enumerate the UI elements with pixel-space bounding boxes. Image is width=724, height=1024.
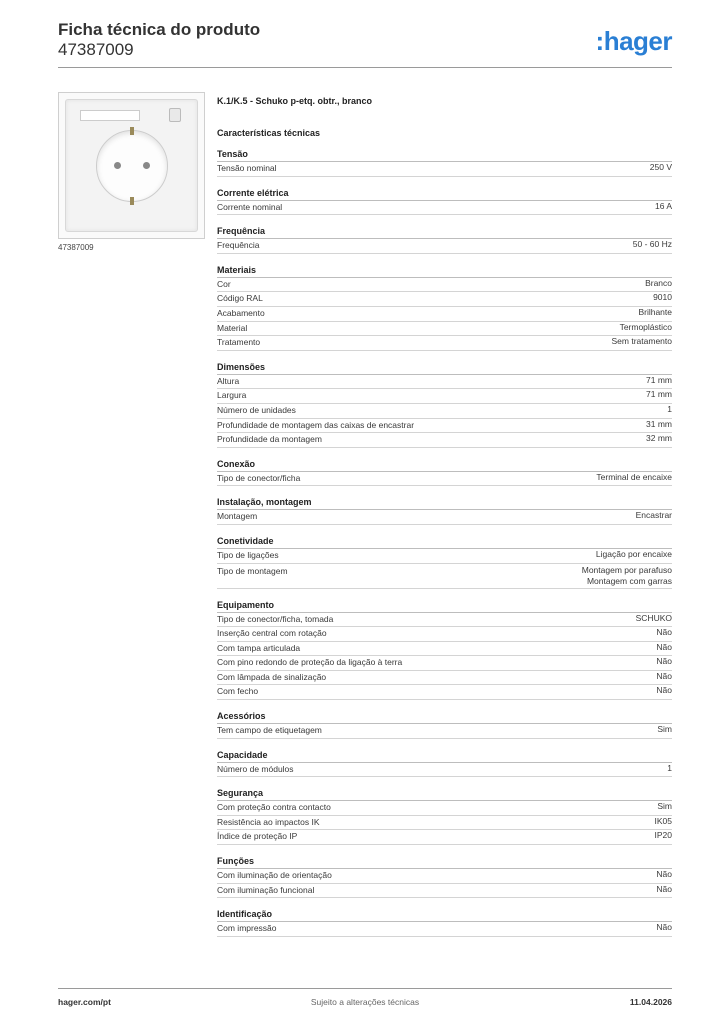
spec-group xyxy=(217,361,672,448)
spec-label: Com impressão xyxy=(217,923,277,934)
spec-label: Material xyxy=(217,322,248,333)
spec-label: Com fecho xyxy=(217,686,259,697)
product-number: 47387009 xyxy=(58,40,134,59)
spec-value xyxy=(646,419,672,433)
spec-value-line: 250 V xyxy=(649,162,672,172)
spec-value xyxy=(657,801,672,815)
spec-value-line: Terminal de encaixe xyxy=(596,471,672,482)
spec-value xyxy=(667,763,672,777)
spec-group xyxy=(217,908,672,937)
spec-value xyxy=(655,201,672,215)
spec-value-line: Encastrar xyxy=(635,510,672,521)
spec-group xyxy=(217,225,672,254)
spec-label: Tensão nominal xyxy=(217,163,277,173)
spec-label: Montagem xyxy=(217,511,258,522)
spec-value-line: Não xyxy=(656,641,672,652)
earth-clip-bottom xyxy=(130,197,134,205)
spec-group-title: Instalação, montagem xyxy=(217,496,672,510)
spec-group-title: Materiais xyxy=(217,264,672,278)
document-header xyxy=(58,20,260,60)
spec-value-line: IK05 xyxy=(654,815,672,826)
spec-value xyxy=(596,549,672,563)
spec-value-line: Montagem com garras xyxy=(586,575,672,586)
spec-value-line: Montagem por parafuso xyxy=(581,564,672,575)
spec-row xyxy=(217,830,672,845)
spec-group xyxy=(217,496,672,525)
spec-row xyxy=(217,292,672,307)
spec-row xyxy=(217,801,672,816)
spec-value xyxy=(596,472,672,486)
spec-label: Código RAL xyxy=(217,293,263,304)
spec-row xyxy=(217,671,672,686)
spec-group-title: Identificação xyxy=(217,908,672,922)
spec-value xyxy=(650,162,672,176)
spec-row xyxy=(217,201,672,216)
spec-row xyxy=(217,869,672,884)
spec-value xyxy=(645,278,672,292)
spec-group-title: Conetividade xyxy=(217,535,672,549)
spec-value-line: Brilhante xyxy=(638,306,672,317)
spec-section xyxy=(217,96,672,937)
spec-value-line: Sim xyxy=(657,801,672,812)
spec-group-title: Conexão xyxy=(217,458,672,472)
spec-label: Inserção central com rotação xyxy=(217,628,327,639)
spec-value xyxy=(646,433,672,447)
spec-group xyxy=(217,148,672,177)
spec-label: Frequência xyxy=(217,240,260,251)
product-name: K.1/K.5 - Schuko p-etq. obtr., branco xyxy=(217,96,373,106)
spec-group-title: Corrente elétrica xyxy=(217,187,672,201)
spec-label: Resistência ao impactos IK xyxy=(217,816,320,827)
spec-label: Com iluminação de orientação xyxy=(217,870,332,881)
spec-value-line: SCHUKO xyxy=(635,612,672,623)
spec-group-title: Frequência xyxy=(217,225,672,239)
spec-value xyxy=(655,816,673,830)
spec-value-line: 31 mm xyxy=(646,418,672,429)
spec-label: Com tampa articulada xyxy=(217,642,301,653)
spec-value xyxy=(656,922,672,936)
spec-label: Profundidade de montagem das caixas de encastrar xyxy=(217,419,415,430)
spec-label: Tipo de montagem xyxy=(217,565,288,576)
spec-group xyxy=(217,535,672,589)
spec-value xyxy=(620,322,672,336)
spec-row xyxy=(217,239,672,254)
footer-divider xyxy=(58,988,672,989)
earth-clip-top xyxy=(130,127,134,135)
spec-value xyxy=(656,869,672,883)
spec-value xyxy=(638,307,672,321)
spec-row xyxy=(217,922,672,937)
spec-value xyxy=(656,671,672,685)
spec-value xyxy=(636,510,672,524)
spec-value-line: Ligação por encaixe xyxy=(595,548,672,559)
spec-row xyxy=(217,472,672,487)
spec-row xyxy=(217,816,672,831)
spec-value-line: 50 - 60 Hz xyxy=(632,239,672,250)
spec-value-line: Não xyxy=(656,670,672,681)
spec-group xyxy=(217,787,672,845)
spec-label: Índice de proteção IP xyxy=(217,831,298,842)
spec-value-line: Termoplástico xyxy=(619,321,672,332)
spec-value-line: Sem tratamento xyxy=(611,336,672,347)
spec-group-title: Segurança xyxy=(217,787,672,801)
spec-label: Tipo de conector/ficha xyxy=(217,472,301,483)
spec-row xyxy=(217,613,672,628)
spec-group xyxy=(217,855,672,898)
footer-date: 11.04.2026 xyxy=(629,997,672,1007)
spec-label: Tem campo de etiquetagem xyxy=(217,725,322,736)
spec-label: Acabamento xyxy=(217,307,265,318)
footer-note: Sujeito a alterações técnicas xyxy=(310,997,420,1007)
spec-group xyxy=(217,749,672,778)
spec-label: Número de unidades xyxy=(217,404,296,415)
spec-value xyxy=(656,627,672,641)
spec-value xyxy=(656,685,672,699)
socket-pin-right xyxy=(143,162,150,169)
label-field xyxy=(80,110,140,121)
spec-value xyxy=(667,404,672,418)
spec-row xyxy=(217,336,672,351)
image-caption: 47387009 xyxy=(58,243,94,252)
spec-group xyxy=(217,458,672,487)
spec-value xyxy=(646,375,672,389)
spec-row xyxy=(217,627,672,642)
spec-value-line: 1 xyxy=(667,403,672,414)
spec-group-title: Funções xyxy=(217,855,672,869)
spec-value-line: IP20 xyxy=(654,830,672,841)
spec-value-line: 71 mm xyxy=(646,374,672,385)
spec-label: Com iluminação funcional xyxy=(217,884,315,895)
spec-value xyxy=(655,830,673,844)
product-image xyxy=(58,92,205,239)
spec-row xyxy=(217,656,672,671)
spec-value xyxy=(646,389,672,403)
socket-pin-left xyxy=(114,162,121,169)
spec-group-title: Tensão xyxy=(217,148,672,162)
spec-row xyxy=(217,685,672,700)
socket-plate xyxy=(65,99,198,232)
spec-value-line: Não xyxy=(656,922,672,933)
header-divider xyxy=(58,67,672,68)
characteristics-title: Características técnicas xyxy=(217,128,321,138)
hager-logo: :hager xyxy=(595,26,672,56)
spec-value xyxy=(633,239,672,253)
spec-value-line: Não xyxy=(656,627,672,638)
spec-group xyxy=(217,264,672,351)
spec-row xyxy=(217,549,672,564)
spec-label: Tipo de conector/ficha, tomada xyxy=(217,613,334,624)
spec-value xyxy=(582,565,672,587)
spec-value-line: Não xyxy=(656,656,672,667)
spec-value xyxy=(653,292,672,306)
spec-value-line: 71 mm xyxy=(646,389,672,400)
spec-value-line: 9010 xyxy=(653,292,672,303)
spec-value xyxy=(612,336,672,350)
spec-label: Cor xyxy=(217,278,231,289)
spec-row xyxy=(217,433,672,448)
spec-label: Com proteção contra contacto xyxy=(217,802,331,813)
spec-row xyxy=(217,642,672,657)
spec-group xyxy=(217,710,672,739)
spec-row xyxy=(217,419,672,434)
spec-row xyxy=(217,375,672,390)
spec-row xyxy=(217,307,672,322)
spec-row xyxy=(217,763,672,778)
schuko-socket xyxy=(96,130,168,202)
spec-label: Com pino redondo de proteção da ligação à terra xyxy=(217,657,403,668)
spec-group-title: Acessórios xyxy=(217,710,672,724)
spec-value-line: Sim xyxy=(657,724,672,735)
spec-value-line: 32 mm xyxy=(646,433,672,444)
spec-group-title: Capacidade xyxy=(217,749,672,763)
label-slot xyxy=(169,108,181,122)
spec-label: Com lâmpada de sinalização xyxy=(217,671,327,682)
spec-value-line: Não xyxy=(656,685,672,696)
spec-row xyxy=(217,510,672,525)
spec-value xyxy=(656,884,672,898)
spec-row xyxy=(217,389,672,404)
spec-row xyxy=(217,278,672,293)
spec-value xyxy=(657,724,672,738)
spec-value xyxy=(656,642,672,656)
footer-website[interactable]: hager.com/pt xyxy=(58,997,111,1007)
spec-row xyxy=(217,564,672,589)
spec-label: Corrente nominal xyxy=(217,201,283,212)
spec-row xyxy=(217,724,672,739)
spec-groups xyxy=(217,148,672,937)
spec-group-title: Equipamento xyxy=(217,599,672,613)
spec-label: Largura xyxy=(217,390,247,401)
spec-value xyxy=(656,656,672,670)
spec-value xyxy=(636,613,672,627)
spec-row xyxy=(217,884,672,899)
spec-label: Altura xyxy=(217,375,240,386)
spec-label: Profundidade da montagem xyxy=(217,434,322,445)
spec-row xyxy=(217,404,672,419)
spec-value-line: Branco xyxy=(645,277,672,288)
spec-value-line: Não xyxy=(656,869,672,880)
spec-group xyxy=(217,187,672,216)
spec-label: Tipo de ligações xyxy=(217,549,279,560)
spec-value-line: 1 xyxy=(667,762,672,773)
spec-label: Tratamento xyxy=(217,337,261,348)
spec-row xyxy=(217,162,672,177)
spec-group-title: Dimensões xyxy=(217,361,672,375)
spec-group xyxy=(217,599,672,701)
spec-label: Número de módulos xyxy=(217,763,294,774)
spec-value-line: 16 A xyxy=(654,200,672,211)
spec-row xyxy=(217,322,672,337)
spec-value-line: Não xyxy=(656,883,672,894)
document-title: Ficha técnica do produto xyxy=(58,20,261,39)
